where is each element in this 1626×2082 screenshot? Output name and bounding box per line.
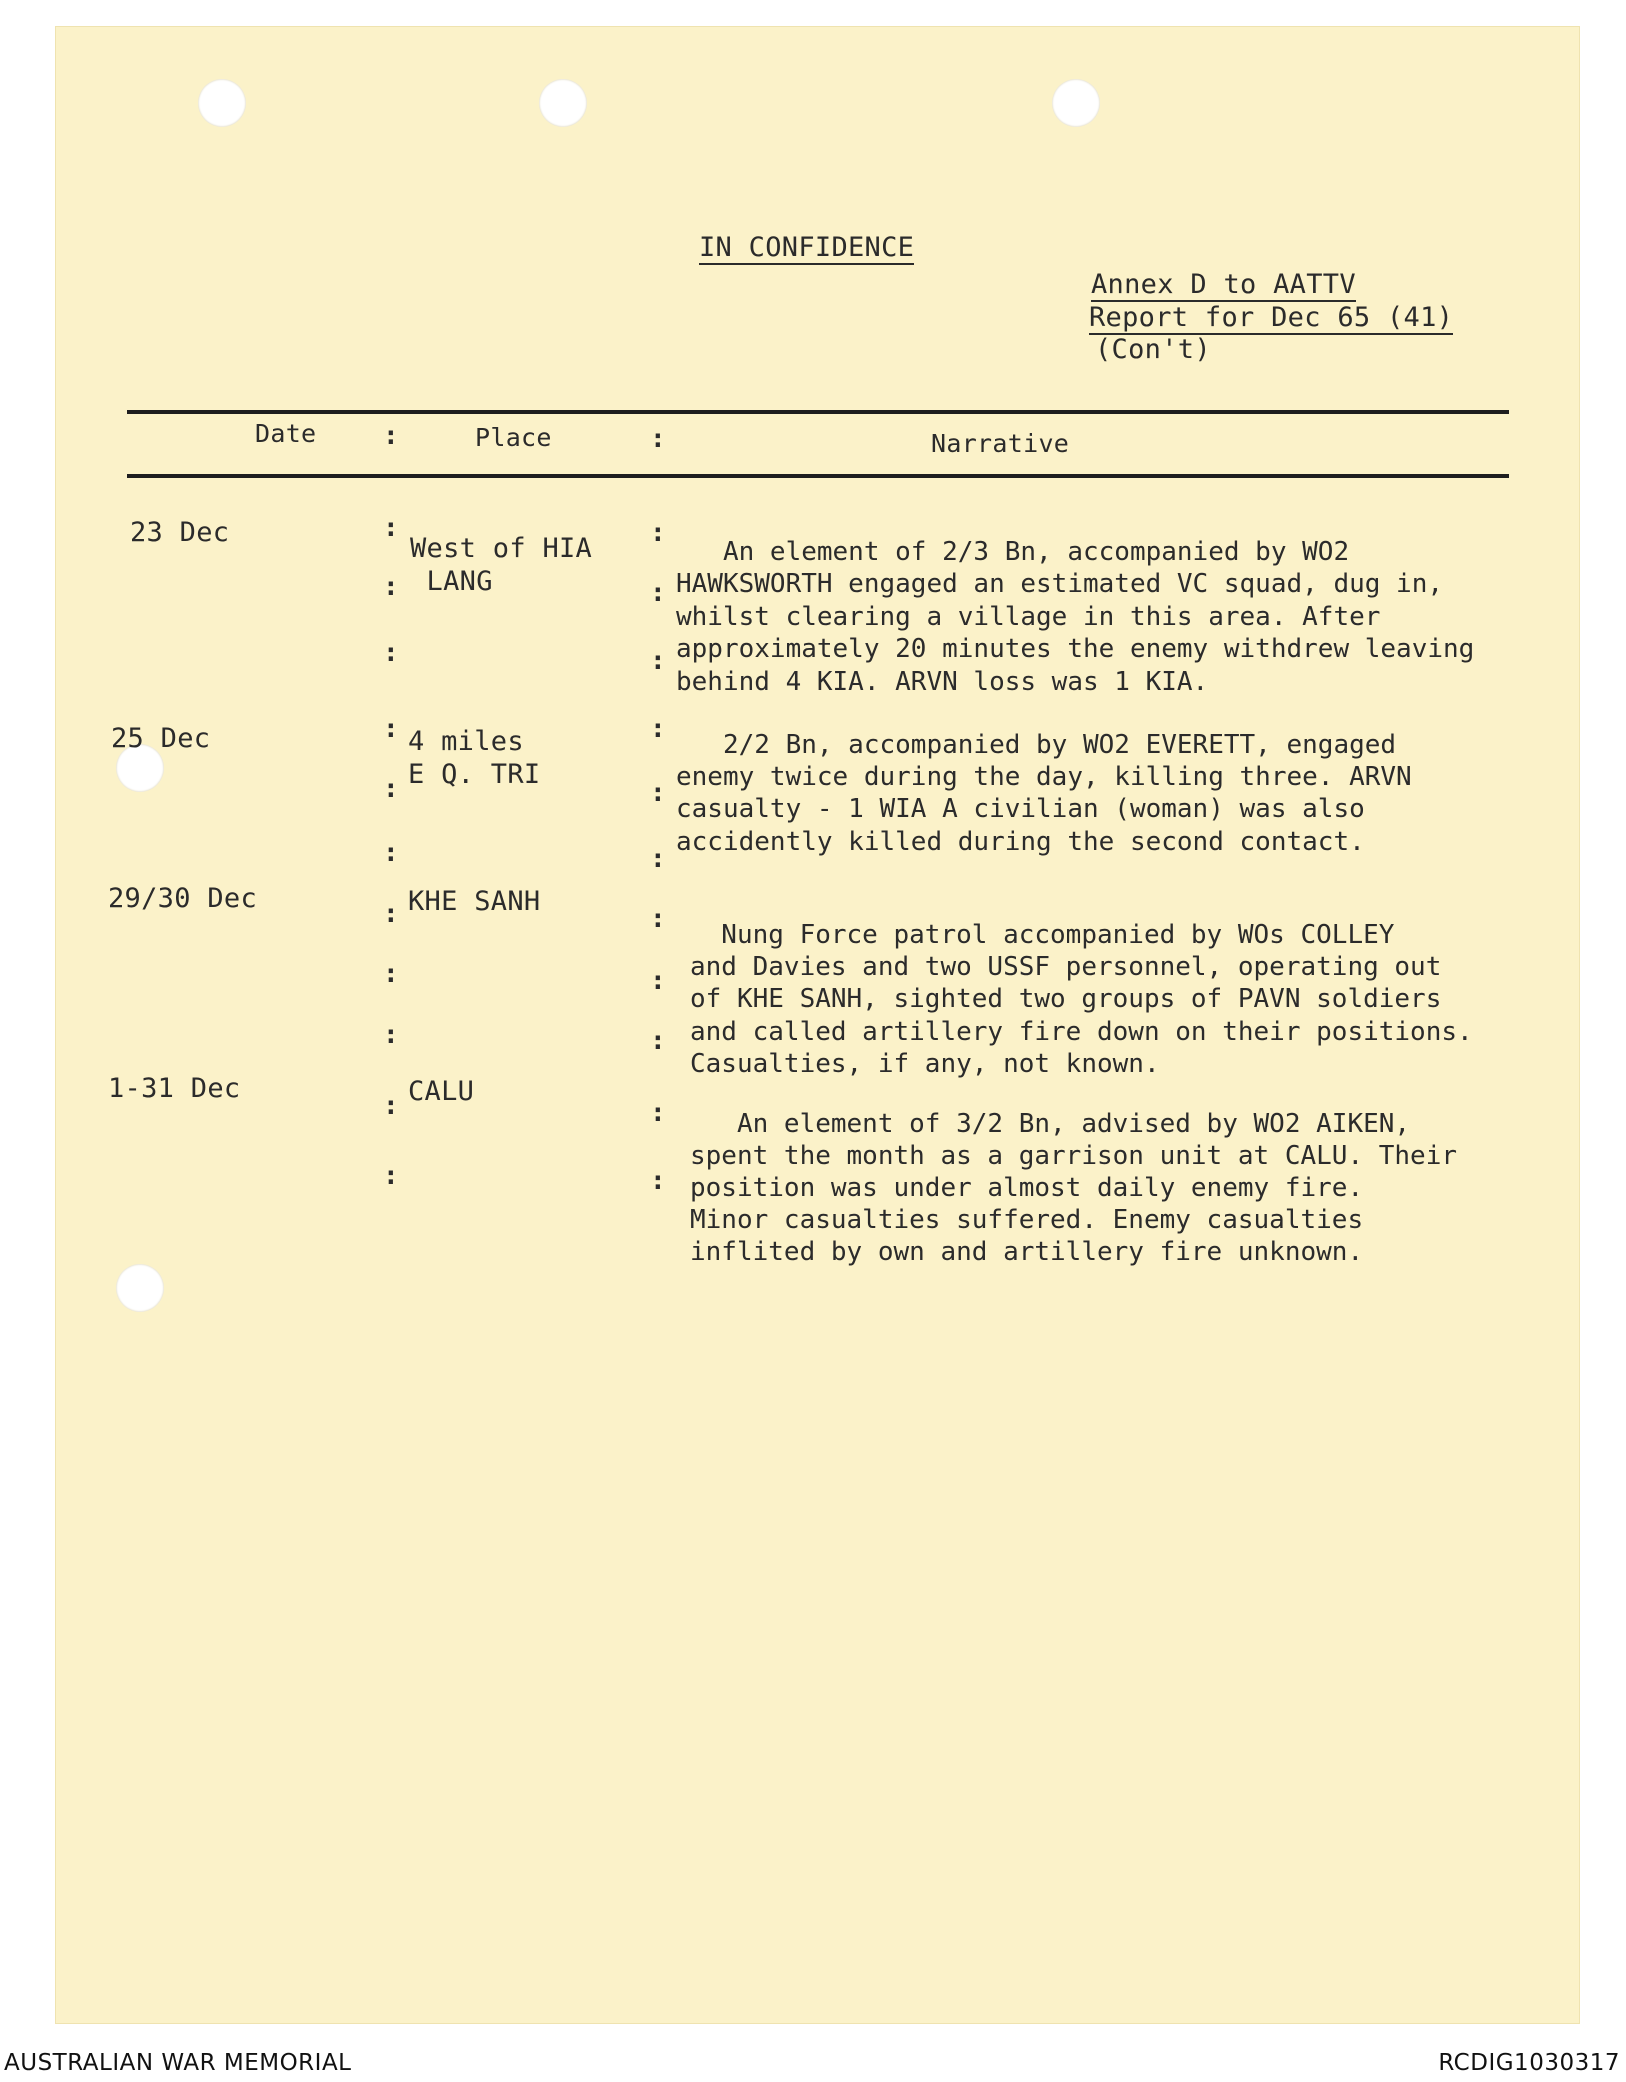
row-date: 23 Dec <box>130 517 230 548</box>
header-separator: : <box>650 424 666 454</box>
row-narrative-line: whilst clearing a village in this area. After <box>676 602 1381 632</box>
row-separator: : <box>650 714 666 744</box>
row-separator: : <box>383 638 399 668</box>
row-place-line: West of HIA <box>410 533 593 564</box>
punch-hole-top-center <box>539 79 587 127</box>
row-separator: : <box>383 1161 399 1191</box>
row-narrative-line: Minor casualties suffered. Enemy casualties <box>690 1205 1364 1235</box>
row-separator: : <box>650 966 666 996</box>
row-separator: : <box>650 578 666 608</box>
footer-archive-credit: AUSTRALIAN WAR MEMORIAL <box>4 2050 352 2076</box>
row-separator: : <box>650 646 666 676</box>
row-narrative-line: casualty - 1 WIA A civilian (woman) was also <box>676 794 1365 824</box>
row-separator: : <box>383 1091 399 1121</box>
annex-reference-line2: Report for Dec 65 (41) <box>1089 302 1454 333</box>
annex-reference-line1: Annex D to AATTV <box>1091 269 1356 300</box>
classification-heading: IN CONFIDENCE <box>699 232 915 263</box>
row-narrative-line: and called artillery fire down on their positions. <box>690 1017 1473 1047</box>
row-date: 25 Dec <box>111 723 211 754</box>
row-narrative-line: accidently killed during the second contact. <box>676 827 1365 857</box>
document-page <box>55 26 1580 2024</box>
row-narrative-line: approximately 20 minutes the enemy withdrew leaving <box>676 634 1475 664</box>
row-narrative-line: spent the month as a garrison unit at CALU. Their <box>690 1141 1458 1171</box>
table-top-rule <box>127 410 1509 414</box>
row-narrative-line: position was under almost daily enemy fire. <box>690 1173 1364 1203</box>
row-separator: : <box>650 1098 666 1128</box>
row-narrative-line: An element of 3/2 Bn, advised by WO2 AIKEN, <box>690 1109 1411 1139</box>
row-separator: : <box>650 1166 666 1196</box>
row-date: 29/30 Dec <box>108 883 257 914</box>
row-separator: : <box>383 899 399 929</box>
punch-hole-top-left <box>198 79 246 127</box>
row-separator: : <box>383 513 399 543</box>
row-place-line: 4 miles <box>408 726 524 757</box>
row-place-line: KHE SANH <box>408 886 541 917</box>
row-separator: : <box>383 714 399 744</box>
row-separator: : <box>383 774 399 804</box>
row-separator: : <box>650 518 666 548</box>
footer-record-id: RCDIG1030317 <box>1438 2050 1620 2076</box>
row-narrative-line: An element of 2/3 Bn, accompanied by WO2 <box>676 537 1350 567</box>
row-narrative-line: HAWKSWORTH engaged an estimated VC squad, dug in, <box>676 569 1444 599</box>
row-narrative-line: Casualties, if any, not known. <box>690 1049 1160 1079</box>
row-narrative-line: 2/2 Bn, accompanied by WO2 EVERETT, engaged <box>676 730 1397 760</box>
header-separator: : <box>383 421 399 451</box>
row-separator: : <box>650 778 666 808</box>
row-separator: : <box>650 844 666 874</box>
row-place-line: LANG <box>410 566 493 597</box>
row-separator: : <box>650 904 666 934</box>
column-header-narrative: Narrative <box>931 429 1070 458</box>
row-place-line: E Q. TRI <box>408 759 541 790</box>
row-place-line: CALU <box>408 1076 475 1107</box>
punch-hole-left-lower <box>116 1264 164 1312</box>
column-header-date: Date <box>255 419 317 448</box>
row-separator: : <box>383 572 399 602</box>
row-narrative-line: Nung Force patrol accompanied by WOs COLLEY <box>690 920 1395 950</box>
row-narrative-line: of KHE SANH, sighted two groups of PAVN soldiers <box>690 984 1442 1014</box>
row-narrative-line: and Davies and two USSF personnel, operating out <box>690 952 1442 982</box>
row-separator: : <box>383 959 399 989</box>
punch-hole-top-right <box>1052 79 1100 127</box>
row-narrative-line: inflited by own and artillery fire unknown. <box>690 1237 1364 1267</box>
row-date: 1-31 Dec <box>108 1073 241 1104</box>
row-separator: : <box>383 838 399 868</box>
row-narrative-line: enemy twice during the day, killing three. ARVN <box>676 762 1412 792</box>
column-header-place: Place <box>475 423 552 452</box>
annex-reference-line3: (Con't) <box>1095 334 1211 365</box>
row-separator: : <box>383 1020 399 1050</box>
row-narrative-line: behind 4 KIA. ARVN loss was 1 KIA. <box>676 667 1209 697</box>
row-separator: : <box>650 1026 666 1056</box>
table-header-rule <box>127 474 1509 478</box>
